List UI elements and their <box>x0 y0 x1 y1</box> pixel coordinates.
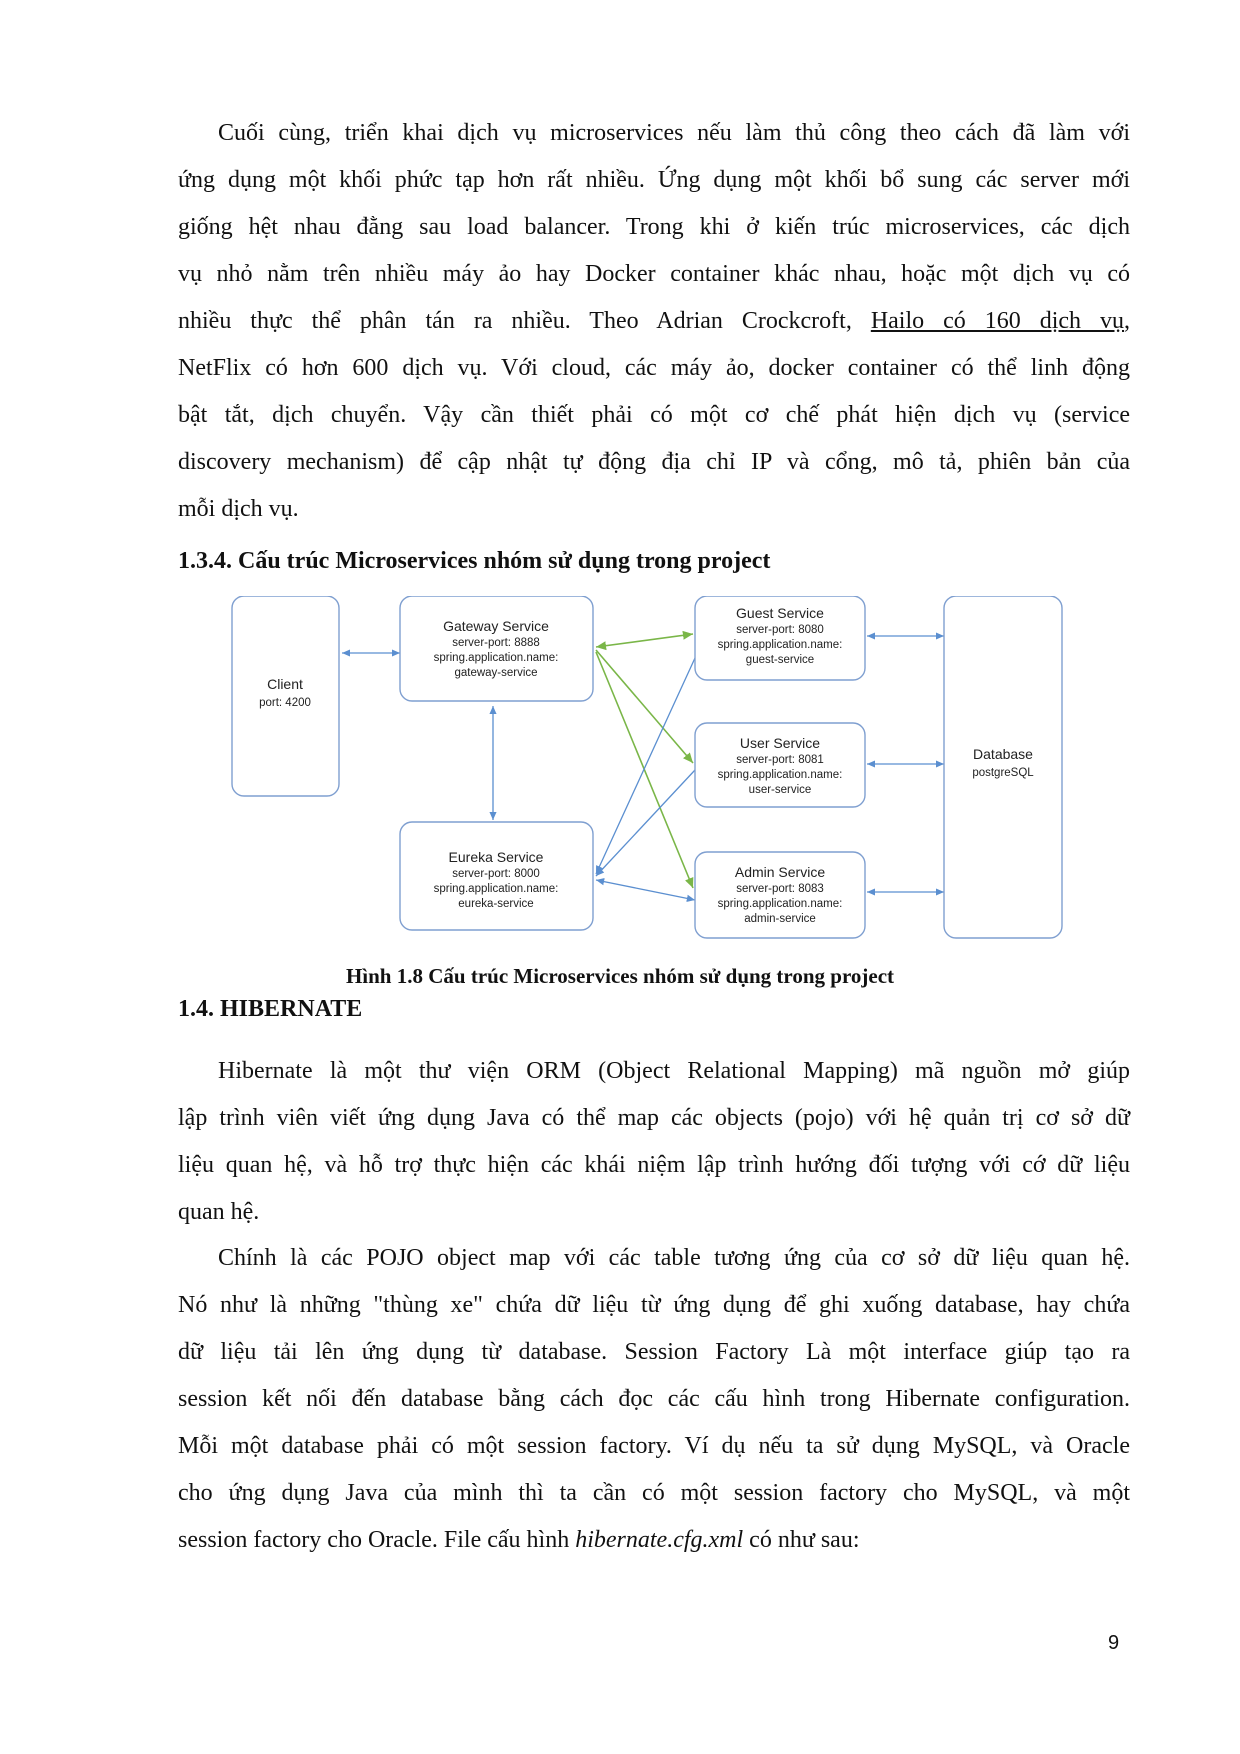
gateway-app-label: spring.application.name: <box>433 652 559 664</box>
admin-port: server-port: 8083 <box>736 883 824 895</box>
guest-port: server-port: 8080 <box>736 624 824 636</box>
paragraph-deployment <box>178 110 1130 533</box>
admin-service-node <box>695 852 865 938</box>
eureka-app-label: spring.application.name: <box>433 883 559 895</box>
text-line: cho ứng dụng Java của mình thì ta cần có một session factory cho MySQL, và một <box>178 1480 1130 1506</box>
guest-service-node <box>695 596 865 680</box>
text-span: nhiều thực thể phân tán ra nhiều. Theo Adrian Crockcroft, <box>178 308 871 334</box>
text-line <box>178 1517 1130 1564</box>
text-line: vụ nhỏ nằm trên nhiều máy ảo hay Docker container khác nhau, hoặc một dịch vụ có <box>178 261 1130 287</box>
gateway-guest-green-arrow <box>596 634 693 647</box>
eureka-user-blue-arrow <box>596 770 695 876</box>
page-number: 9 <box>1108 1632 1120 1654</box>
text-line <box>178 298 1130 345</box>
hailo-link-text[interactable]: Hailo có 160 dịch vụ <box>870 308 1125 334</box>
eureka-service-node <box>400 822 593 930</box>
text-line: NetFlix có hơn 600 dịch vụ. Với cloud, các máy ảo, docker container có thể linh động <box>178 355 1130 381</box>
config-filename: hibernate.cfg.xml <box>575 1527 744 1553</box>
text-span: , <box>1124 308 1131 334</box>
text-line: Mỗi một database phải có một session factory. Ví dụ nếu ta sử dụng MySQL, và Oracle <box>178 1433 1130 1459</box>
text-line: mỗi dịch vụ. <box>178 496 299 522</box>
user-app-name: user-service <box>748 784 812 796</box>
text-line: dữ liệu tải lên ứng dụng từ database. Session Factory Là một interface giúp tạo ra <box>178 1339 1130 1365</box>
eureka-guest-blue-arrow <box>596 658 695 874</box>
text-line: Nó như là những "thùng xe" chứa dữ liệu từ ứng dụng để ghi xuống database, hay chứa <box>178 1292 1130 1318</box>
guest-app-label: spring.application.name: <box>717 639 843 651</box>
user-title: User Service <box>739 735 821 751</box>
gateway-port: server-port: 8888 <box>452 637 540 649</box>
guest-title: Guest Service <box>736 605 824 621</box>
client-title: Client <box>267 676 303 692</box>
paragraph-pojo-session-factory <box>178 1235 1130 1564</box>
admin-app-label: spring.application.name: <box>717 898 843 910</box>
user-port: server-port: 8081 <box>736 754 824 766</box>
admin-app-name: admin-service <box>744 913 816 925</box>
admin-title: Admin Service <box>734 864 826 880</box>
microservices-architecture-diagram <box>225 596 1081 946</box>
database-engine: postgreSQL <box>972 767 1034 779</box>
text-line: Chính là các POJO object map với các table tương ứng của cơ sở dữ liệu quan hệ. <box>218 1245 1130 1271</box>
eureka-app-name: eureka-service <box>458 898 534 910</box>
gateway-user-green-arrow <box>596 650 693 763</box>
text-line: session kết nối đến database bằng cách đọc các cấu hình trong Hibernate configuration. <box>178 1386 1130 1412</box>
text-line: ứng dụng một khối phức tạp hơn rất nhiều. Ứng dụng một khối bổ sung các server mới <box>178 167 1130 193</box>
text-line: lập trình viên viết ứng dụng Java có thể map các objects (pojo) với hệ quản trị cơ sở dữ <box>178 1105 1130 1131</box>
gateway-admin-green-arrow <box>596 652 693 888</box>
text-line: discovery mechanism) để cập nhật tự động địa chỉ IP và cổng, mô tả, phiên bản của <box>178 449 1130 475</box>
text-line: Cuối cùng, triển khai dịch vụ microservices nếu làm thủ công theo cách đã làm với <box>218 120 1130 146</box>
gateway-service-node <box>400 596 593 701</box>
database-title: Database <box>973 746 1033 762</box>
user-service-node <box>695 723 865 807</box>
text-line: liệu quan hệ, và hỗ trợ thực hiện các khái niệm lập trình hướng đối tượng với cớ dữ liệu <box>178 1152 1130 1178</box>
eureka-title: Eureka Service <box>448 849 544 865</box>
text-span: session factory cho Oracle. File cấu hình <box>178 1527 576 1553</box>
client-port: port: 4200 <box>259 697 311 709</box>
section-heading-1-3-4: 1.3.4. Cấu trúc Microservices nhóm sử dụng trong project <box>178 548 771 574</box>
eureka-admin-blue-arrow <box>596 880 695 900</box>
user-app-label: spring.application.name: <box>717 769 843 781</box>
gateway-title: Gateway Service <box>443 618 549 634</box>
paragraph-hibernate-intro <box>178 1048 1130 1236</box>
section-heading-1-4: 1.4. HIBERNATE <box>178 996 363 1022</box>
figure-caption: Hình 1.8 Cấu trúc Microservices nhóm sử dụng trong project <box>345 964 895 988</box>
text-line: giống hệt nhau đằng sau load balancer. Trong khi ở kiến trúc microservices, các dịch <box>178 214 1130 240</box>
guest-app-name: guest-service <box>745 654 815 666</box>
client-node <box>232 596 339 796</box>
text-line: Hibernate là một thư viện ORM (Object Relational Mapping) mã nguồn mở giúp <box>218 1058 1130 1084</box>
gateway-app-name: gateway-service <box>454 667 538 679</box>
database-node <box>944 596 1062 938</box>
eureka-port: server-port: 8000 <box>452 868 540 880</box>
text-span: có như sau: <box>743 1527 860 1553</box>
text-line: quan hệ. <box>178 1199 260 1225</box>
text-line: bật tắt, dịch chuyển. Vậy cần thiết phải có một cơ chế phát hiện dịch vụ (service <box>178 402 1130 428</box>
